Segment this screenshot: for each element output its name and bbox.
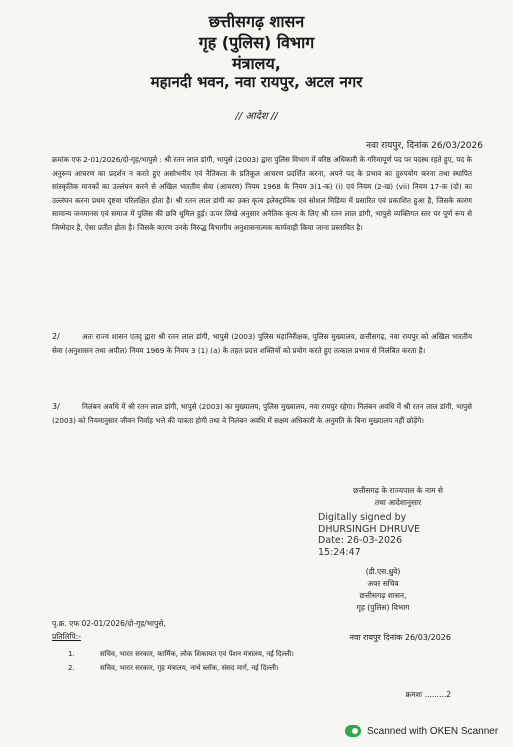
- order-date: नवा रायपुर, दिनांक 26/03/2026: [365, 141, 483, 151]
- scanner-text: Scanned with OKEN Scanner: [367, 725, 499, 737]
- paragraph-3-text: निलंबन अवधि में श्री रतन लाल डांगी, भापुसे (2003) का मुख्यालय, पुलिस मुख्यालय, नवा रायपुर रहेगा। निलंबन अवधि में श्री रतन लाल डांगी, भापुसे (2003) को नियमानुसार जीवन निर्वाह भत्ते की पात्रता होगी तथा वे निलंबन अवधि में सक्षम अधिकारी के अनुमति के बिना मुख्यालय नहीं छोड़ेंगे।: [52, 402, 472, 425]
- copy-item-text: सचिव, भारत सरकार, कार्मिक, लोक शिकायत एवं पेंशन मंत्रालय, नई दिल्ली।: [100, 650, 294, 658]
- scanner-watermark: [345, 725, 498, 737]
- digital-signature: [318, 512, 458, 558]
- copy-item: [68, 650, 468, 659]
- digital-signature-time: 15:24:47: [318, 546, 361, 558]
- endorsement-reference: पृ.क्र. एफ 02-01/2026/दो-गृह/भापुसे,: [52, 619, 166, 628]
- header-address: महानदी भवन, नवा रायपुर, अटल नगर: [150, 73, 363, 91]
- paragraph-2: [52, 330, 472, 357]
- paragraph-2-number: 2/: [52, 332, 60, 341]
- header-department: गृह (पुलिस) विभाग: [198, 33, 315, 52]
- paragraph-1: क्रमांक एफ 2-01/2026/दो-गृह/भापुसे : श्री रतन लाल डांगी, भापुसे (2003) द्वारा पुलिस विभाग में वरिष्ठ अधिकारी के गरिमापूर्ण पद पर पदस्थ रहते हुए, पद के अनुरूप आचरण का प्रदर्शन न करते हुए असोभनीय एवं नैतिकता के प्रतिकूल आचरण प्रदर्शित करना, अपने पद के प्रभाव का दुरुपयोग करना तथा स्थापित सांस्कृतिक मानकों का उल्लंघन करने से अखिल भारतीय सेवा (आचरण) नियम 1968 के नियम 3(1-क) (i) एवं नियम (2-ख) (vii) नियम 17-क (दो) का उल्लंघन करना प्रथम दृष्टया परिलक्षित होता है। श्री रतन लाल डांगी का उक्त कृत्य इलेक्ट्रानिक एवं सोशल मिडिया में प्रसारित एवं प्रकाशित हुआ है, जिसके कारण सामान्य जनमानस एवं समाज में पुलिस की छवि धूमिल हुई। ऊपर लिखे अनुसार अनैतिक कृत्य के लिए श्री रतन लाल डांगी, भापुसे व्यक्तिगत स्तर पर पूर्ण रूप से जिम्मेदार है, ऐसा प्रतीत होता है। जिसके कारण उनके विरुद्ध विभागीय अनुशासनात्मक कार्यवाही किया जाना प्रस्तावित है।: [52, 155, 472, 232]
- signatory-department: गृह (पुलिस) विभाग: [356, 603, 410, 612]
- signature-authority: [318, 485, 478, 509]
- copy-item: [68, 664, 468, 673]
- signatory-block: [318, 566, 448, 614]
- continued-marker: क्रमशः .........2: [405, 690, 451, 699]
- signatory-government: छत्तीसगढ़ शासन,: [359, 591, 407, 600]
- digital-signature-line: Digitally signed by: [318, 512, 407, 523]
- header-ministry: मंत्रालय,: [232, 54, 281, 73]
- digital-signature-date: Date: 26-03-2026: [318, 535, 403, 546]
- copy-item-number: 1.: [68, 650, 75, 658]
- copy-item-text: सचिव, भारत सरकार, गृह मंत्रालय, नार्थ ब्लॉक, संसद मार्ग, नई दिल्ली।: [100, 664, 279, 672]
- endorsement-date: नवा रायपुर दिनांक 26/03/2026: [349, 633, 451, 642]
- copy-label: प्रतिलिपि:-: [52, 632, 81, 641]
- signature-line-1: छत्तीसगढ़ के राज्यपाल के नाम से: [353, 486, 443, 495]
- header-government: छत्तीसगढ़ शासन: [208, 12, 305, 31]
- signature-line-2: तथा आदेशानुसार: [374, 498, 422, 507]
- paragraph-3-number: 3/: [52, 402, 60, 411]
- signatory-designation: अवर सचिव: [367, 579, 399, 588]
- copy-item-number: 2.: [68, 664, 75, 672]
- oken-logo-icon: [345, 725, 361, 737]
- paragraph-3: [52, 400, 472, 427]
- order-title: // आदेश //: [235, 111, 278, 122]
- paragraph-2-text: अतः राज्य शासन एतद् द्वारा श्री रतन लाल डांगी, भापुसे (2003) पुलिस महानिरीक्षक, पुलिस मुख्यालय, छत्तीसगढ़, नवा रायपुर को अखिल भारतीय सेवा (अनुशासन तथा अपील) नियम 1969 के नियम 3 (1) (a) के तहत प्रदत्त शक्तियों को प्रयोग करते हुए तत्काल प्रभाव से निलंबित करता है।: [52, 332, 472, 355]
- digital-signature-signer: DHURSINGH DHRUVE: [318, 523, 420, 535]
- signatory-name: (डी.एस.ध्रुवे): [365, 567, 401, 576]
